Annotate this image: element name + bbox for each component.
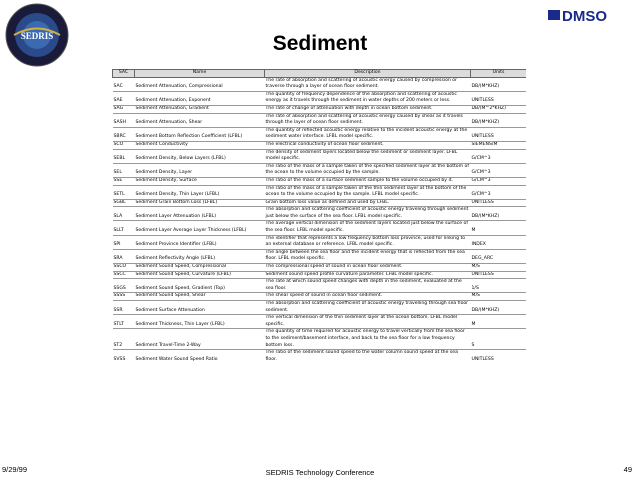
cell-sac: SSGS	[113, 279, 135, 293]
cell-description: The quantity of frequency dependence of the absorption and scattering of acoustic energy as it travels through the sediment in water depths of 200 meters or less.	[265, 91, 471, 105]
cell-units: DEG_ARC	[471, 249, 527, 263]
table-row	[113, 177, 527, 185]
table-row	[113, 350, 527, 364]
cell-name: Sediment Travel-Time 2-Way	[135, 329, 265, 350]
cell-units: M/S	[471, 293, 527, 301]
cell-sac: SSCO	[113, 264, 135, 272]
cell-name: Sediment Attenuation, Compressional	[135, 77, 265, 91]
cell-name: Sediment Attenuation, Exponent	[135, 91, 265, 105]
cell-units: M/S	[471, 264, 527, 272]
table-row	[113, 271, 527, 279]
cell-name: Sediment Attenuation, Shear	[135, 113, 265, 127]
cell-sac: SSCC	[113, 271, 135, 279]
cell-units: G/CM^3	[471, 185, 527, 199]
cell-units: DB/(M*KHZ)	[471, 301, 527, 315]
cell-name: Sediment Sound Speed, Compressional	[135, 264, 265, 272]
cell-units: G/CM^3	[471, 163, 527, 177]
cell-name: Sediment Province Identifier (LFBL)	[135, 235, 265, 249]
cell-sac: SLA	[113, 207, 135, 221]
header-description: Description	[265, 70, 471, 78]
cell-name: Sediment Sound Speed, Shear	[135, 293, 265, 301]
cell-units: UNITLESS	[471, 350, 527, 364]
cell-units: G/CM^3	[471, 177, 527, 185]
cell-sac: SPI	[113, 235, 135, 249]
cell-description: The average vertical dimension of the sediment layers located just below the surface of the sea floor. LFBL model specific.	[265, 221, 471, 235]
cell-description: The quantity of time required for acoustic energy to travel vertically from the sea floor to the sediment/basement interface, and back to the sea floor for a low frequency bottom loss.	[265, 329, 471, 350]
cell-sac: SEL	[113, 163, 135, 177]
table-row	[113, 315, 527, 329]
table-row	[113, 293, 527, 301]
table-row	[113, 207, 527, 221]
cell-name: Sediment Layer Attenuation (LFBL)	[135, 207, 265, 221]
cell-description: The rate of change of attenuation with depth in ocean bottom sediment.	[265, 105, 471, 113]
cell-units: G/CM^3	[471, 149, 527, 163]
cell-units: INDEX	[471, 235, 527, 249]
dmso-logo	[548, 6, 628, 24]
table-row	[113, 91, 527, 105]
cell-sac: SAG	[113, 105, 135, 113]
cell-sac: SAC	[113, 77, 135, 91]
table-row	[113, 185, 527, 199]
cell-description: The rate of absorption and scattering of acoustic energy caused by shear as it travels through the layer of ocean floor sediment.	[265, 113, 471, 127]
footer-date: 9/29/99	[2, 465, 28, 474]
table-row	[113, 77, 527, 91]
cell-description: The vertical dimension of the thin sediment layer at the ocean bottom. LFBL model specific.	[265, 315, 471, 329]
cell-description: The density of sediment layers located below the sediment or sediment layer. LFBL model specific.	[265, 149, 471, 163]
cell-sac: SLLT	[113, 221, 135, 235]
sediment-table	[112, 69, 526, 363]
table-row	[113, 149, 527, 163]
cell-sac: SCO	[113, 141, 135, 149]
cell-name: Sediment Density, Thin Layer (LFBL)	[135, 185, 265, 199]
cell-units: S	[471, 329, 527, 350]
cell-name: Sediment Sound Speed, Curvature (LFBL)	[135, 271, 265, 279]
cell-description: The absorption and scattering coefficient of acoustic energy travelling through sea floor sediment.	[265, 301, 471, 315]
cell-name: Sediment Thickness, Thin Layer (LFBL)	[135, 315, 265, 329]
table-row	[113, 264, 527, 272]
table-row	[113, 163, 527, 177]
svg-text:SEDRIS: SEDRIS	[20, 31, 54, 41]
cell-description: The ratio of the mass of a sample taken of the thin sediment layer at the bottom of the ocean to the volume occupied by the sample. LFBL model specific.	[265, 185, 471, 199]
cell-description: The electrical conductivity of ocean floor sediment.	[265, 141, 471, 149]
cell-units: DB/(M*KHZ)	[471, 207, 527, 221]
table-row	[113, 221, 527, 235]
table-row	[113, 301, 527, 315]
cell-sac: SBRC	[113, 127, 135, 141]
cell-units: 1/S	[471, 279, 527, 293]
table-row	[113, 235, 527, 249]
cell-description: The compressional speed of sound in ocean floor sediment.	[265, 264, 471, 272]
cell-description: The angle between the sea floor and the incident energy that is reflected from the sea floor. LFBL model specific.	[265, 249, 471, 263]
cell-name: Sediment Layer Average Layer Thickness (LFBL)	[135, 221, 265, 235]
cell-sac: SASH	[113, 113, 135, 127]
cell-sac: SGBL	[113, 199, 135, 207]
table-row	[113, 329, 527, 350]
cell-sac: SSR	[113, 301, 135, 315]
cell-description: The rate of absorption and scattering of acoustic energy caused by compression or traverse through a layer of ocean floor sediment.	[265, 77, 471, 91]
cell-units: UNITLESS	[471, 271, 527, 279]
cell-sac: ST2	[113, 329, 135, 350]
cell-description: The shear speed of sound in ocean floor sediment.	[265, 293, 471, 301]
cell-units: DB/(M*KHZ)	[471, 77, 527, 91]
table-row	[113, 141, 527, 149]
cell-sac: SAE	[113, 91, 135, 105]
footer-page-number: 49	[623, 465, 632, 474]
cell-sac: STLT	[113, 315, 135, 329]
cell-name: Sediment Bottom Reflection Coefficient (LFBL)	[135, 127, 265, 141]
table-row	[113, 249, 527, 263]
header-name: Name	[135, 70, 265, 78]
cell-units: M	[471, 221, 527, 235]
cell-description: The absorption and scattering coefficient of acoustic energy traveling through sediment just below the surface of the sea floor. LFBL model specific.	[265, 207, 471, 221]
header-units: Units	[471, 70, 527, 78]
cell-description: The ratio of the mass of a surface sediment sample to the volume occupied by it.	[265, 177, 471, 185]
cell-units: M	[471, 315, 527, 329]
cell-description: The rate at which sound speed changes with depth in the sediment, evaluated at the sea floor.	[265, 279, 471, 293]
cell-units: UNITLESS	[471, 199, 527, 207]
cell-name: Sediment Conductivity	[135, 141, 265, 149]
cell-name: Sediment Density, Layer	[135, 163, 265, 177]
cell-name: Sediment Surface Attenuation	[135, 301, 265, 315]
cell-units: SIEMENS/M	[471, 141, 527, 149]
footer-conference: SEDRIS Technology Conference	[265, 468, 375, 477]
cell-description: The ratio of the sediment sound speed to the water column sound speed at the sea floor.	[265, 350, 471, 364]
cell-name: Sediment Reflectivity Angle (LFBL)	[135, 249, 265, 263]
cell-sac: SSE	[113, 177, 135, 185]
table-body	[113, 77, 527, 363]
cell-description: Sediment sound speed profile curvature parameter. LFBL model specific.	[265, 271, 471, 279]
cell-name: Sediment Density, Below Layers (LFBL)	[135, 149, 265, 163]
cell-name: Sediment Density, Surface	[135, 177, 265, 185]
cell-sac: SEBL	[113, 149, 135, 163]
cell-name: Sediment Grain Bottom Loss (LFBL)	[135, 199, 265, 207]
table-row	[113, 279, 527, 293]
cell-description: The quantity of reflected acoustic energy relative to the incident acoustic energy at the sediment water interface. LFBL model specific.	[265, 127, 471, 141]
cell-description: The identifier that represents a low frequency bottom loss province, used for linking to an external database or reference. LFBL model specific.	[265, 235, 471, 249]
cell-units: DB/(M^2*KHZ)	[471, 105, 527, 113]
table-row	[113, 127, 527, 141]
cell-name: Sediment Attenuation, Gradient	[135, 105, 265, 113]
slide-title: Sediment	[272, 32, 368, 55]
cell-sac: SVSS	[113, 350, 135, 364]
cell-description: The ratio of the mass of a sample taken of the specified sediment layer at the bottom of the ocean to the volume occupied by the sample.	[265, 163, 471, 177]
svg-text:DMSO: DMSO	[562, 8, 607, 24]
cell-sac: SRA	[113, 249, 135, 263]
table-header-row	[113, 70, 527, 78]
table-row	[113, 199, 527, 207]
cell-name: Sediment Water Sound Speed Ratio	[135, 350, 265, 364]
cell-description: Grain bottom loss value as defined and used by LFBL.	[265, 199, 471, 207]
header-sac: SAC	[113, 70, 135, 78]
table-row	[113, 105, 527, 113]
cell-units: UNITLESS	[471, 127, 527, 141]
cell-units: DB/(M*KHZ)	[471, 113, 527, 127]
cell-name: Sediment Sound Speed, Gradient (Top)	[135, 279, 265, 293]
cell-units: UNITLESS	[471, 91, 527, 105]
table-row	[113, 113, 527, 127]
cell-sac: SETL	[113, 185, 135, 199]
cell-sac: SSSS	[113, 293, 135, 301]
sediment-table-container	[112, 69, 526, 470]
